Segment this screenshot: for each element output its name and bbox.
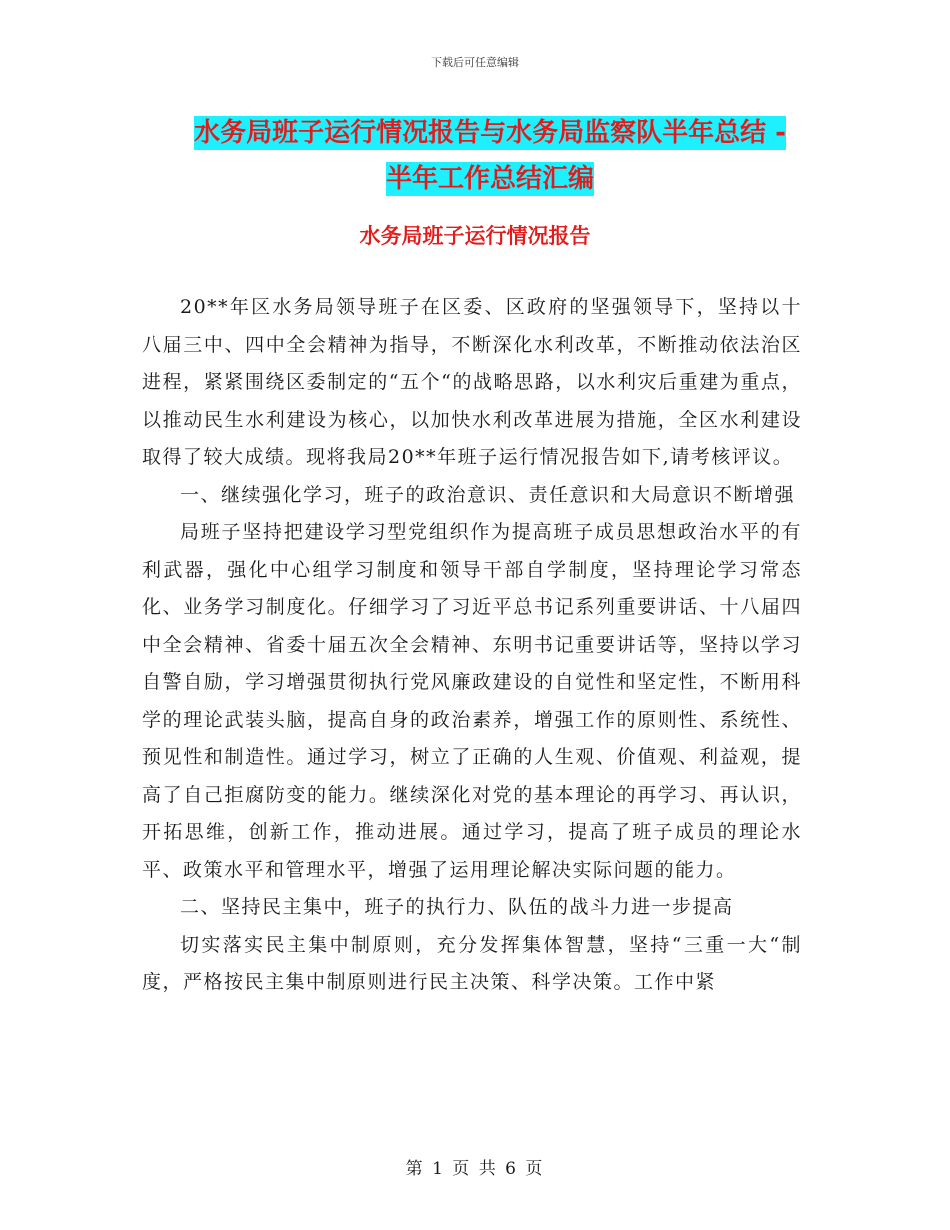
page-number-footer: 第 1 页 共 6 页 xyxy=(405,1159,545,1179)
document-title-line-2: 半年工作总结汇编 xyxy=(385,164,594,194)
paragraph-heading-1: 一、继续强化学习，班子的政治意识、责任意识和大局意识不断增强 xyxy=(180,483,796,506)
section-title: 水务局班子运行情况报告 xyxy=(359,224,591,248)
page-header-note: 下载后可任意编辑 xyxy=(431,56,519,69)
paragraph-study: 局班子坚持把建设学习型党组织作为提高班子成员思想政治水平的有利武器，强化中心组学习制度和领导干部自学制度，坚持理论学习常态化、业务学习制度化。仔细学习了习近平总书记系列重要讲话、十八届四中全会精神、省委十届五次全会精神、东明书记重要讲话等，坚持以学习自警自励，学习增强贯彻执行党风廉政建设的自觉性和坚定性，不断用科学的理论武装头脑，提高自身的政治素养，增强工作的原则性、系统性、预见性和制造性。通过学习，树立了正确的人生观、价值观、利益观，提高了自己拒腐防变的能力。继续深化对党的基本理论的再学习、再认识，开拓思维，创新工作，推动进展。通过学习，提高了班子成员的理论水平、政策水平和管理水平，增强了运用理论解决实际问题的能力。 xyxy=(142,521,802,881)
paragraph-heading-2: 二、坚持民主集中，班子的执行力、队伍的战斗力进一步提高 xyxy=(180,896,734,918)
paragraph-democracy: 切实落实民主集中制原则，充分发挥集体智慧，坚持“三重一大“制度，严格按民主集中制原则进行民主决策、科学决策。工作中紧 xyxy=(142,933,802,993)
document-body xyxy=(142,289,802,1002)
paragraph-intro: 20**年区水务局领导班子在区委、区政府的坚强领导下，坚持以十八届三中、四中全会精神为指导，不断深化水利改革，不断推动依法治区进程，紧紧围绕区委制定的“五个“的战略思路，以水利灾后重建为重点，以推动民生水利建设为核心，以加快水利改革进展为措施，全区水利建设取得了较大成绩。现将我局20**年班子运行情况报告如下,请考核评议。 xyxy=(142,296,802,468)
document-title-line-1: 水务局班子运行情况报告与水务局监察队半年总结 - xyxy=(194,118,786,148)
document-title xyxy=(140,110,840,202)
